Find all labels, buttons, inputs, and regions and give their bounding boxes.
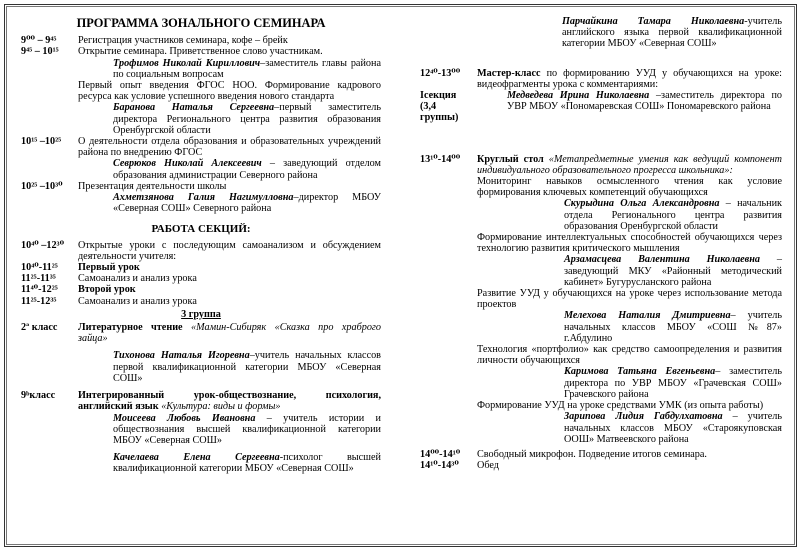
text-cell: Мастер-класс по формированию УУД у обучающихся на уроке: видеофрагменты урока с комментариями: xyxy=(477,67,782,90)
schedule-row xyxy=(21,322,381,344)
time-cell: 12⁴⁰-13⁰⁰ xyxy=(420,67,461,79)
speaker-name: Трофимов Николай Кириллович xyxy=(113,57,261,69)
text-cell: Обед xyxy=(477,460,499,472)
text-cell: Самоанализ и анализ урока xyxy=(78,295,197,307)
speaker-role: – заведующий отделом образования администрации Северного района xyxy=(113,158,381,181)
text-cell xyxy=(477,154,782,176)
text-cell xyxy=(78,390,381,412)
event-type: Круглый стол xyxy=(477,153,544,165)
speaker xyxy=(21,158,381,180)
text-cell: Формирование УУД на уроке средствами УМК (из опыта работы) xyxy=(477,400,764,412)
time-cell: 14¹⁰-14³⁰ xyxy=(420,460,459,472)
text-cell: Технология «портфолио» как средство самоопределения и развития личности обучающихся xyxy=(477,344,782,367)
speaker-name: Ахметзянова Галия Нагимулловна xyxy=(113,192,294,204)
text-cell: Презентация деятельности школы xyxy=(78,180,227,192)
speaker-role: – учитель начальных классов МБОУ «Староякуповская ООШ» Матвеевского района xyxy=(564,411,782,445)
speaker-name: Моисеева Любовь Ивановна xyxy=(113,412,256,424)
time-cell: 9⁴⁵ – 10¹⁵ xyxy=(21,46,59,58)
speaker-role: – учитель начальных классов МБОУ «СОШ №87» г.Абдулино xyxy=(564,310,782,344)
speaker-role: –директор МБОУ «Северная СОШ» Северного района xyxy=(113,192,381,215)
speaker xyxy=(420,198,782,232)
speaker xyxy=(21,192,381,214)
speaker-role: – учитель истории и обществознания высшей квалификационной категории МБОУ «Северная СОШ» xyxy=(113,412,381,446)
schedule-row xyxy=(21,240,381,262)
speaker xyxy=(420,310,782,344)
time-cell: 13¹⁰-14⁰⁰ xyxy=(420,153,461,165)
lesson-topic: «Мамин-Сибиряк «Сказка про храброго зайца» xyxy=(78,322,381,345)
speaker-role: -психолог высшей квалификационной категории МБОУ «Северная СОШ» xyxy=(113,452,381,475)
text-cell: Второй урок xyxy=(78,284,136,296)
speaker-role: -учитель английского языка первой квалификационной категории МБОУ «Северная СОШ» xyxy=(562,16,782,50)
speaker-role: –заместитель директора по УВР МБОУ «Пономаревская СОШ» Пономаревского района xyxy=(507,90,782,113)
time-cell: 9⁰⁰ – 9⁴⁵ xyxy=(21,35,57,47)
speaker-name: Скурыдина Ольга Александровна xyxy=(564,198,720,210)
schedule-row xyxy=(420,449,782,460)
time-cell: Iсекция (3,4 группы) xyxy=(420,90,459,124)
program-title: ПРОГРАММА ЗОНАЛЬНОГО СЕМИНАРА xyxy=(76,16,326,30)
time-cell: 11²⁵-11³⁵ xyxy=(21,273,56,285)
speaker-name: Баранова Наталья Сергеевна xyxy=(113,102,275,114)
right-column xyxy=(420,16,782,471)
speaker-name: Качелаева Елена Сергеевна xyxy=(113,452,280,464)
speaker-name: Мелехова Наталия Дмитриевна xyxy=(564,310,731,322)
speaker-name: Тихонова Наталья Игоревна xyxy=(113,350,250,362)
speaker xyxy=(420,411,782,445)
schedule-row xyxy=(420,68,782,90)
event-type: Мастер-класс xyxy=(477,67,541,79)
text-cell: Первый урок xyxy=(78,262,140,274)
speaker-name: Севрюков Николай Алексеевич xyxy=(113,158,262,170)
time-cell: 14⁰⁰-14¹⁰ xyxy=(420,448,461,460)
schedule-row xyxy=(21,35,381,46)
time-cell: 10²⁵ –10³⁰ xyxy=(21,180,63,192)
speaker xyxy=(21,350,381,384)
time-cell: 10⁴⁰-11²⁵ xyxy=(21,262,58,274)
event-topic: «Метапредметные умения как ведущий компонент индивидуального образовательного прогресса школьника»: xyxy=(477,153,783,176)
time-cell: 10⁴⁰ –12³⁰ xyxy=(21,239,65,251)
schedule-row xyxy=(21,284,381,295)
text-cell: Формирование интеллектуальных способностей обучающихся через технологию развития критического мышления xyxy=(477,232,782,255)
text-cell: Мониторинг навыков осмысленного чтения как условие формирования ключевых компетенций обучающихся xyxy=(477,176,782,199)
schedule-row xyxy=(420,90,782,124)
speaker-role: – заведующий МКУ «Районный методический кабинет» Бугурусланского района xyxy=(564,254,783,288)
lesson-type: Интегрированный урок-обществознание, психология, английский язык xyxy=(78,390,381,413)
schedule-row xyxy=(420,460,782,471)
text-cell: Самоанализ и анализ урока xyxy=(78,273,197,285)
speaker xyxy=(420,16,782,50)
text-cell: Первый опыт введения ФГОС НОО. Формирование кадрового ресурса как условие успешного введения нового стандарта xyxy=(78,80,381,103)
text-cell: Регистрация участников семинара, кофе – брейк xyxy=(78,35,288,47)
text-cell: Открытие семинара. Приветственное слово участникам. xyxy=(78,46,323,58)
schedule-row xyxy=(21,273,381,284)
section-title: РАБОТА СЕКЦИЙ: xyxy=(151,223,251,236)
time-cell: 11²⁵-12³⁵ xyxy=(21,295,57,307)
time-cell: 2ª класс xyxy=(21,322,58,334)
speaker-name: Каримова Татьяна Евгеньевна xyxy=(564,366,716,378)
text-cell xyxy=(78,322,381,344)
speaker xyxy=(21,452,381,474)
lesson-type: Литературное чтение xyxy=(78,322,183,334)
schedule-row xyxy=(21,181,381,192)
speaker-role: – заместитель директора по УВР МБОУ «Грачевская СОШ» Грачевского района xyxy=(564,366,782,400)
speaker xyxy=(21,58,381,80)
speaker xyxy=(21,102,381,136)
time-cell: 11⁴⁰-12²⁵ xyxy=(21,284,58,296)
schedule-row xyxy=(21,262,381,273)
schedule-row xyxy=(420,154,782,176)
schedule-row xyxy=(21,46,381,57)
text-cell: Открытые уроки с последующим самоанализом и обсуждением деятельности учителя: xyxy=(78,239,381,262)
speaker-name: Арзамасцева Валентина Николаевна xyxy=(564,254,760,266)
time-cell: 10¹⁵ –10²⁵ xyxy=(21,136,62,148)
speaker-name: Зарипова Лидия Габдулхатовна xyxy=(564,411,723,423)
left-column xyxy=(21,16,381,475)
schedule-row xyxy=(21,390,381,412)
text-cell: О деятельности отдела образования и образовательных учреждений района по внедрению ФГОС xyxy=(78,136,381,159)
schedule-row xyxy=(21,136,381,158)
schedule-row xyxy=(21,296,381,307)
text-cell: Свободный микрофон. Подведение итогов семинара. xyxy=(477,448,707,460)
lesson-topic: «Культура: виды и формы» xyxy=(161,401,281,413)
speaker xyxy=(420,254,782,288)
group-title: 3 группа xyxy=(181,308,221,320)
text-cell: Развитие УУД у обучающихся на уроке через использование метода проектов xyxy=(477,288,782,311)
time-cell: 9ᵇкласс xyxy=(21,390,56,402)
speaker-role: –заместитель главы района по социальным вопросам xyxy=(113,57,381,80)
speaker-name: Медведева Ирина Николаевна xyxy=(507,90,650,102)
speaker-name: Парчайкина Тамара Николаевна xyxy=(562,16,745,27)
speaker xyxy=(21,413,381,447)
speaker xyxy=(420,366,782,400)
text-cell xyxy=(477,90,782,124)
speaker-role: – начальник отдела Регионального центра развития образования Оренбургской области xyxy=(564,198,782,232)
speaker-role: –учитель начальных классов первой квалификационной категории МБОУ «Северная СОШ» xyxy=(113,350,381,384)
speaker-role: –первый заместитель директора Регионального центра развития образования Оренбургской области xyxy=(113,102,381,136)
